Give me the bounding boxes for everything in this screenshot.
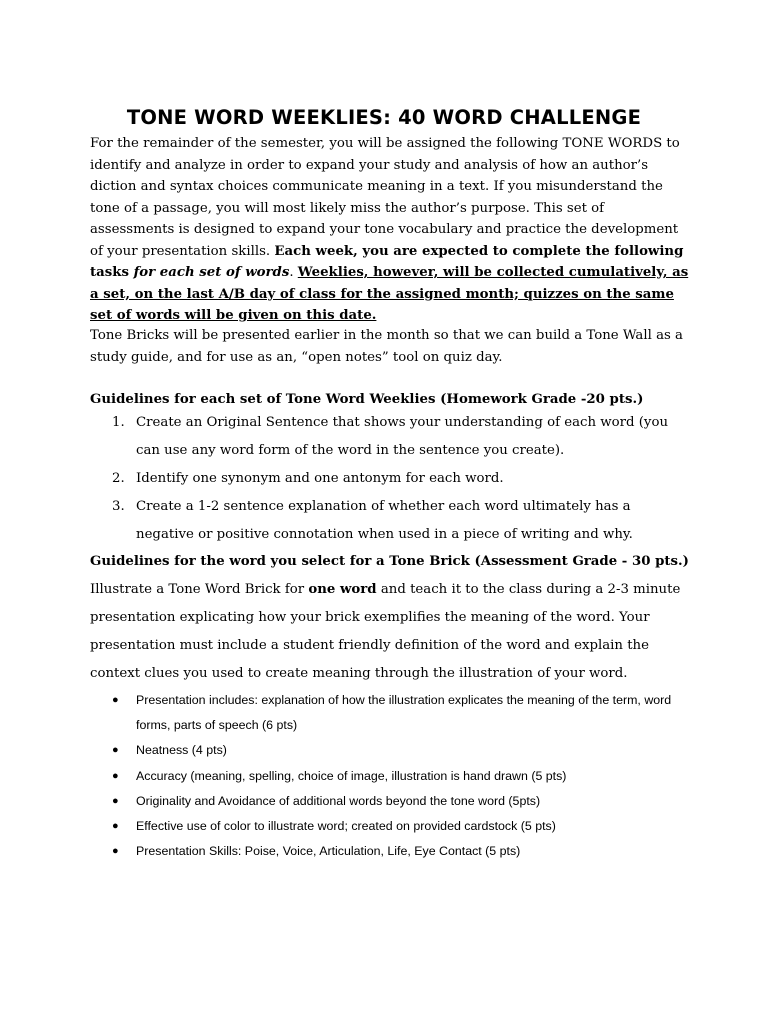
criterion-text: Neatness (4 pts): [136, 743, 227, 758]
bullet-icon: ●: [112, 744, 119, 757]
list-item: [90, 409, 690, 465]
intro-bold-italic: for each set of words: [133, 265, 290, 280]
intro-collection-note: Weeklies, however, will be collected cumulatively, as a set, on the last A/B day of class for the assigned month; quizzes on the same set of words will be given on this date.: [90, 265, 689, 323]
list-item: [90, 738, 690, 763]
weeklies-guidelines-heading: Guidelines for each set of Tone Word Weeklies (Homework Grade -20 pts.): [90, 392, 644, 407]
tone-brick-guidelines-heading: Guidelines for the word you select for a Tone Brick (Assessment Grade - 30 pts.): [90, 554, 689, 569]
list-item: [90, 789, 690, 814]
intro-text: For the remainder of the semester, you will be assigned the following TONE WORDS to identify and analyze in order to expand your study and analysis of how an author’s diction and syntax choices communicate meaning in a text. If you misunderstand the tone of a passage, you will most likely miss the author’s purpose. This set of assessments is designed to expand your tone vocabulary and practice the development of your presentation skills.: [90, 136, 680, 259]
tone-brick-criteria-list: [90, 688, 690, 864]
list-item: [90, 839, 690, 864]
intro-paragraph: [90, 133, 690, 327]
tone-bricks-paragraph: Tone Bricks will be presented earlier in the month so that we can build a Tone Wall as a study guide, and for use as an, “open notes” tool on quiz day.: [90, 328, 683, 365]
emphasis-one-word: one word: [308, 582, 377, 597]
criterion-text: Presentation Skills: Poise, Voice, Articulation, Life, Eye Contact (5 pts): [136, 844, 521, 859]
bullet-icon: ●: [112, 694, 119, 706]
list-item: [90, 493, 690, 549]
criterion-text: Effective use of color to illustrate word; created on provided cardstock (5 pts): [136, 819, 556, 834]
bullet-icon: ●: [112, 769, 119, 782]
criterion-text: Presentation includes: explanation of how the illustration explicates the meaning of the term, word forms, parts of speech (6 pts): [136, 693, 672, 733]
item-text: Create an Original Sentence that shows your understanding of each word (you can use any word form of the word in the sentence you create).: [136, 415, 669, 458]
list-item: [90, 688, 690, 738]
intro-bold-lead: Each week, you are expected to complete the following tasks for each set of words: [90, 243, 684, 280]
item-number: 2.: [112, 471, 125, 486]
list-item: [90, 764, 690, 789]
weeklies-guidelines-list: [90, 409, 690, 549]
list-item: [90, 814, 690, 839]
tone-brick-instructions: Illustrate a Tone Word Brick for one word and teach it to the class during a 2-3 minute presentation explicating how your brick exemplifies the meaning of the word. Your presentation must include a student friendly definition of the word and explain the context clues you used to create meaning through the illustration of your word.: [90, 582, 681, 681]
item-number: 1.: [112, 415, 125, 430]
item-number: 3.: [112, 499, 125, 514]
criterion-text: Accuracy (meaning, spelling, choice of image, illustration is hand drawn (5 pts): [136, 768, 567, 783]
bullet-icon: ●: [112, 794, 119, 807]
intro-period: .: [289, 265, 294, 280]
document-title: TONE WORD WEEKLIES: 40 WORD CHALLENGE: [126, 106, 642, 129]
list-item: [90, 465, 690, 493]
item-text: Identify one synonym and one antonym for each word.: [136, 471, 504, 486]
bullet-icon: ●: [112, 845, 119, 858]
criterion-text: Originality and Avoidance of additional words beyond the tone word (5pts): [136, 793, 541, 808]
item-text: Create a 1-2 sentence explanation of whether each word ultimately has a negative or positive connotation when used in a piece of writing and why.: [136, 499, 633, 542]
bullet-icon: ●: [112, 820, 119, 833]
